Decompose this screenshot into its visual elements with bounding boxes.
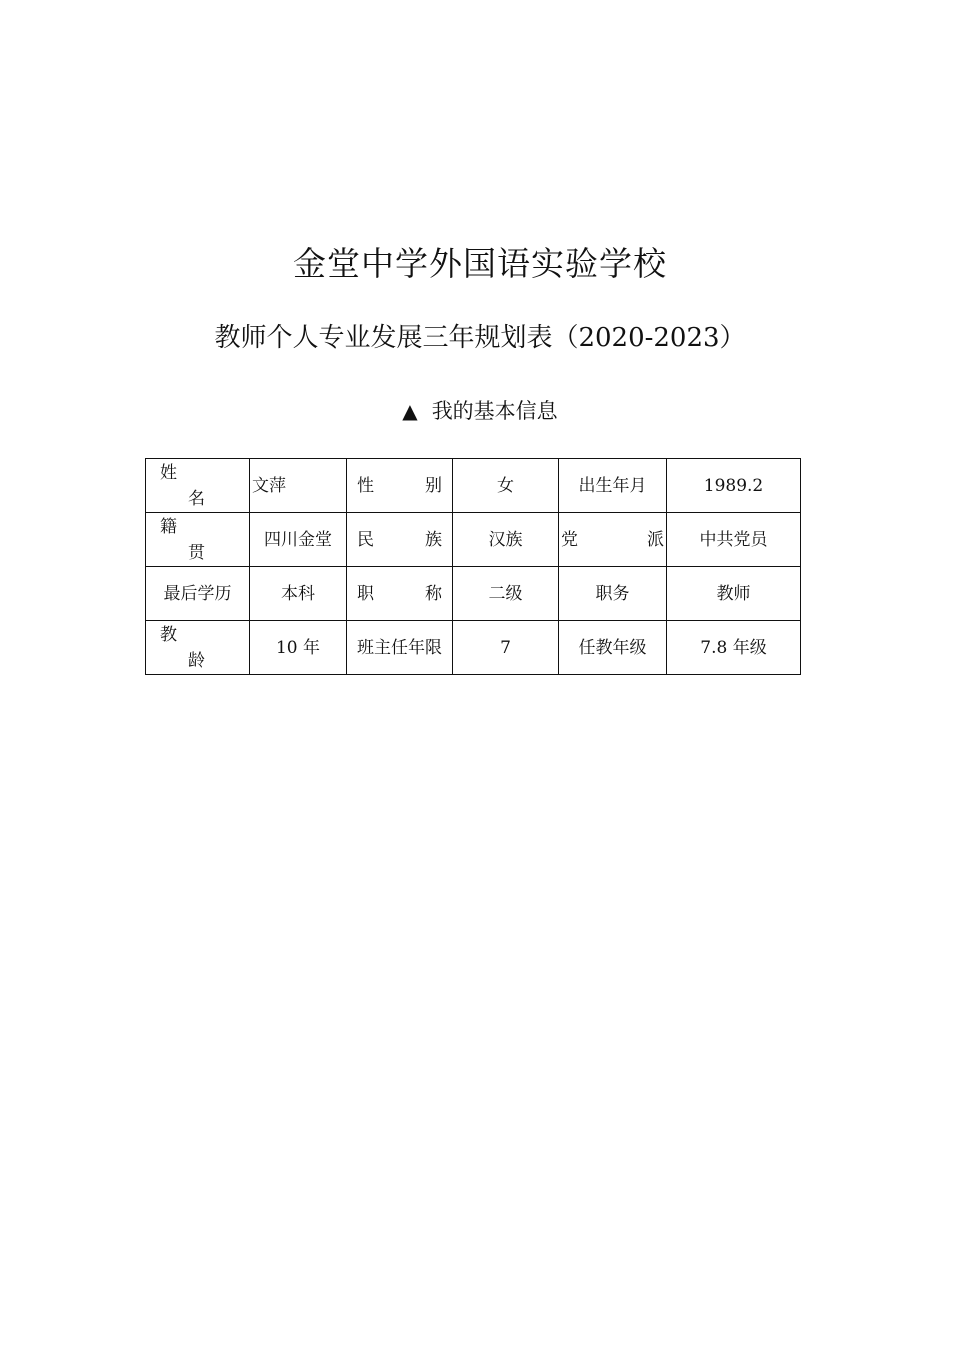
value-grade-taught: 7.8 年级 [667,621,801,675]
value-native-place: 四川金堂 [250,513,347,567]
table-row [146,621,801,675]
label-ethnicity [347,513,453,567]
label-char: 教 [160,624,177,645]
label-education: 最后学历 [146,567,250,621]
value-name: 文萍 [250,459,347,513]
label-char: 职 [357,583,374,604]
label-teaching-years [146,621,250,675]
label-gender [347,459,453,513]
label-grade-taught: 任教年级 [559,621,667,675]
label-char: 派 [647,529,664,550]
basic-info-table [145,458,801,675]
label-char: 民 [357,529,374,550]
value-position: 教师 [667,567,801,621]
label-native-place [146,513,250,567]
section-heading-text: 我的基本信息 [431,399,558,423]
label-char: 龄 [188,650,205,671]
label-birth: 出生年月 [559,459,667,513]
school-name: 金堂中学外国语实验学校 [293,244,667,283]
triangle-marker-icon: ▲ [402,399,418,423]
label-party [559,513,667,567]
label-char: 性 [357,475,374,496]
value-title: 二级 [453,567,559,621]
value-party: 中共党员 [667,513,801,567]
label-char: 族 [425,529,442,550]
table-row [146,459,801,513]
value-ethnicity: 汉族 [453,513,559,567]
value-gender: 女 [453,459,559,513]
label-head-teacher-years: 班主任年限 [347,621,453,675]
label-char: 别 [425,475,442,496]
form-title: 教师个人专业发展三年规划表（2020-2023） [214,323,746,353]
label-char: 姓 [160,462,177,483]
label-char: 籍 [160,516,177,537]
section-heading [0,394,960,428]
label-char: 名 [188,488,205,509]
value-education: 本科 [250,567,347,621]
table-row [146,567,801,621]
label-position: 职务 [559,567,667,621]
label-char: 称 [425,583,442,604]
label-char: 贯 [188,542,205,563]
value-teaching-years: 10 年 [250,621,347,675]
label-char: 党 [561,529,578,550]
label-title [347,567,453,621]
value-head-teacher-years: 7 [453,621,559,675]
value-birth: 1989.2 [667,459,801,513]
label-name [146,459,250,513]
table-row [146,513,801,567]
